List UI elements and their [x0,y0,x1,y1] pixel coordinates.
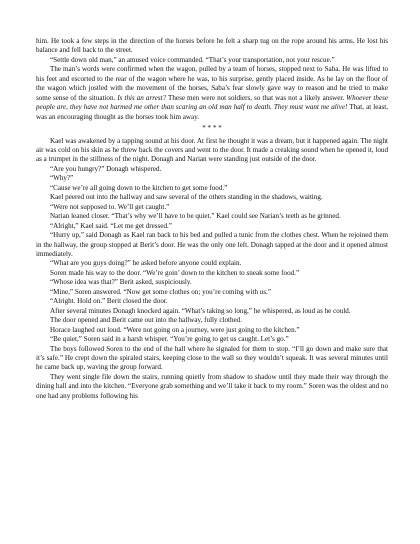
text-run: “Whose idea was that?” Berit asked, suspiciously. [50,278,192,287]
text-run: The man’s words were confirmed when the wagon, pulled by a team of horses, stopped next to Saba. He was lifted to his feet and escorted to the rear of the wagon where he was, to his surprise, gently placed inside. As he lay on the floor of the wagon which jostled with the movement of the horses, Saba’s fear slowly gave way to reason and he tried to make some sense of the situation. [36,65,388,102]
paragraph [36,184,388,193]
paragraph [36,373,388,401]
text-run: That, at least, was an encouraging thought as the horses took him away. [36,103,388,121]
text-run: “Settle down old man,” an amused voice commanded. “That’s your transportation, not your rescue.” [50,55,335,64]
text-run: They went single file down the stairs, running quietly from shadow to shadow until they made their way through the dining hall and into the kitchen. “Everyone grab something and we’ll take it back to my room.” Soren was the oldest and no one had any problems following his [36,372,388,400]
paragraph [36,222,388,231]
text-run: Horace laughed out loud. “Were not going on a journey, were just going to the kitchen.” [50,325,300,334]
text-run: “Are you hungry?” Donagh whispered. [50,164,162,173]
paragraph [36,231,388,259]
text-run: The boys followed Soren to the end of the hall where he signaled for them to stop. “I’ll go down and make sure that it’s safe.” He crept down the spiraled stairs, keeping close to the wall so they wouldn’t squeak. It was several minutes until he came back up, waving the group forward. [36,344,388,372]
paragraph [36,37,388,56]
paragraph [36,65,388,122]
text-run: Kael peered out into the hallway and saw several of the others standing in the shadows, waiting. [50,193,323,202]
text-run: Narian leaned closer. “That’s why we’ll have to be quiet.” Kael could see Narian’s teeth as he grinned. [50,212,341,221]
text-run: “Alright,” Kael said. “Let me get dressed.” [50,221,172,230]
text-run: “What are you guys doing?” he asked before anyone could explain. [50,259,242,268]
paragraph [36,203,388,212]
text-run: These men were not soldiers, so that was not a likely answer. [166,93,347,102]
text-run: “Why?” [50,174,74,183]
paragraph [36,212,388,221]
text-run: Kael was awakened by a tapping sound at his door. At first he thought it was a dream, but it happened again. The night air was cold on his skin as he threw back the covers and went to the door. It made a creaking sound when he opened it, loud as a trumpet in the stillness of the night. Donagh and Narian were standing just outside of the door. [36,136,388,164]
italic-text: Whoever these people are, they have not harmed me other than scaring an old man half to death. They must want me alive! [36,93,388,112]
paragraph [36,297,388,306]
text-run: “Alright. Hold on.” Berit closed the door. [50,297,168,306]
text-run: “Cause we’re all going down to the kitchen to get some food.” [50,183,228,192]
paragraph [36,335,388,344]
paragraph [36,174,388,183]
paragraph [36,326,388,335]
text-run: After several minutes Donagh knocked again. “What’s taking so long,” he whispered, as loud as he could. [50,306,351,315]
paragraph [36,316,388,325]
text-run: “Were not supposed to. We’ll get caught.” [50,202,170,211]
text-run: “Mine,” Soren answered. “Now get some clothes on; you’re coming with us.” [50,287,272,296]
text-run: The door opened and Berit came out into the hallway, fully clothed. [50,316,242,325]
paragraph [36,165,388,174]
section-break [36,124,388,133]
paragraph [36,56,388,65]
text-run: “Hurry up,” said Donagh as Kael ran back to his bed and pulled a tunic from the clothes chest. When he rejoined them in the hallway, the group stopped at Berit’s door. He was the only one left. Donagh tapped at the door and it opened almost immediately. [36,231,388,258]
paragraph [36,137,388,165]
paragraph [36,193,388,202]
text-run: him. He took a few steps in the direction of the horses before he felt a sharp tug on the rope around his arms. He lost his balance and fell back to the street. [36,37,388,55]
text-run: Soren made his way to the door. “We’re goin’ down to the kitchen to sneak some food.” [50,268,300,277]
paragraph [36,307,388,316]
paragraph [36,259,388,268]
text-run: * * * * [202,124,222,133]
italic-text: Is this an arrest? [117,93,167,102]
text-run: “Be quiet,” Soren said in a harsh whisper. “You’re going to get us caught. Let’s go.” [50,335,289,344]
paragraph [36,345,388,373]
paragraph [36,278,388,287]
paragraph [36,269,388,278]
paragraph [36,288,388,297]
